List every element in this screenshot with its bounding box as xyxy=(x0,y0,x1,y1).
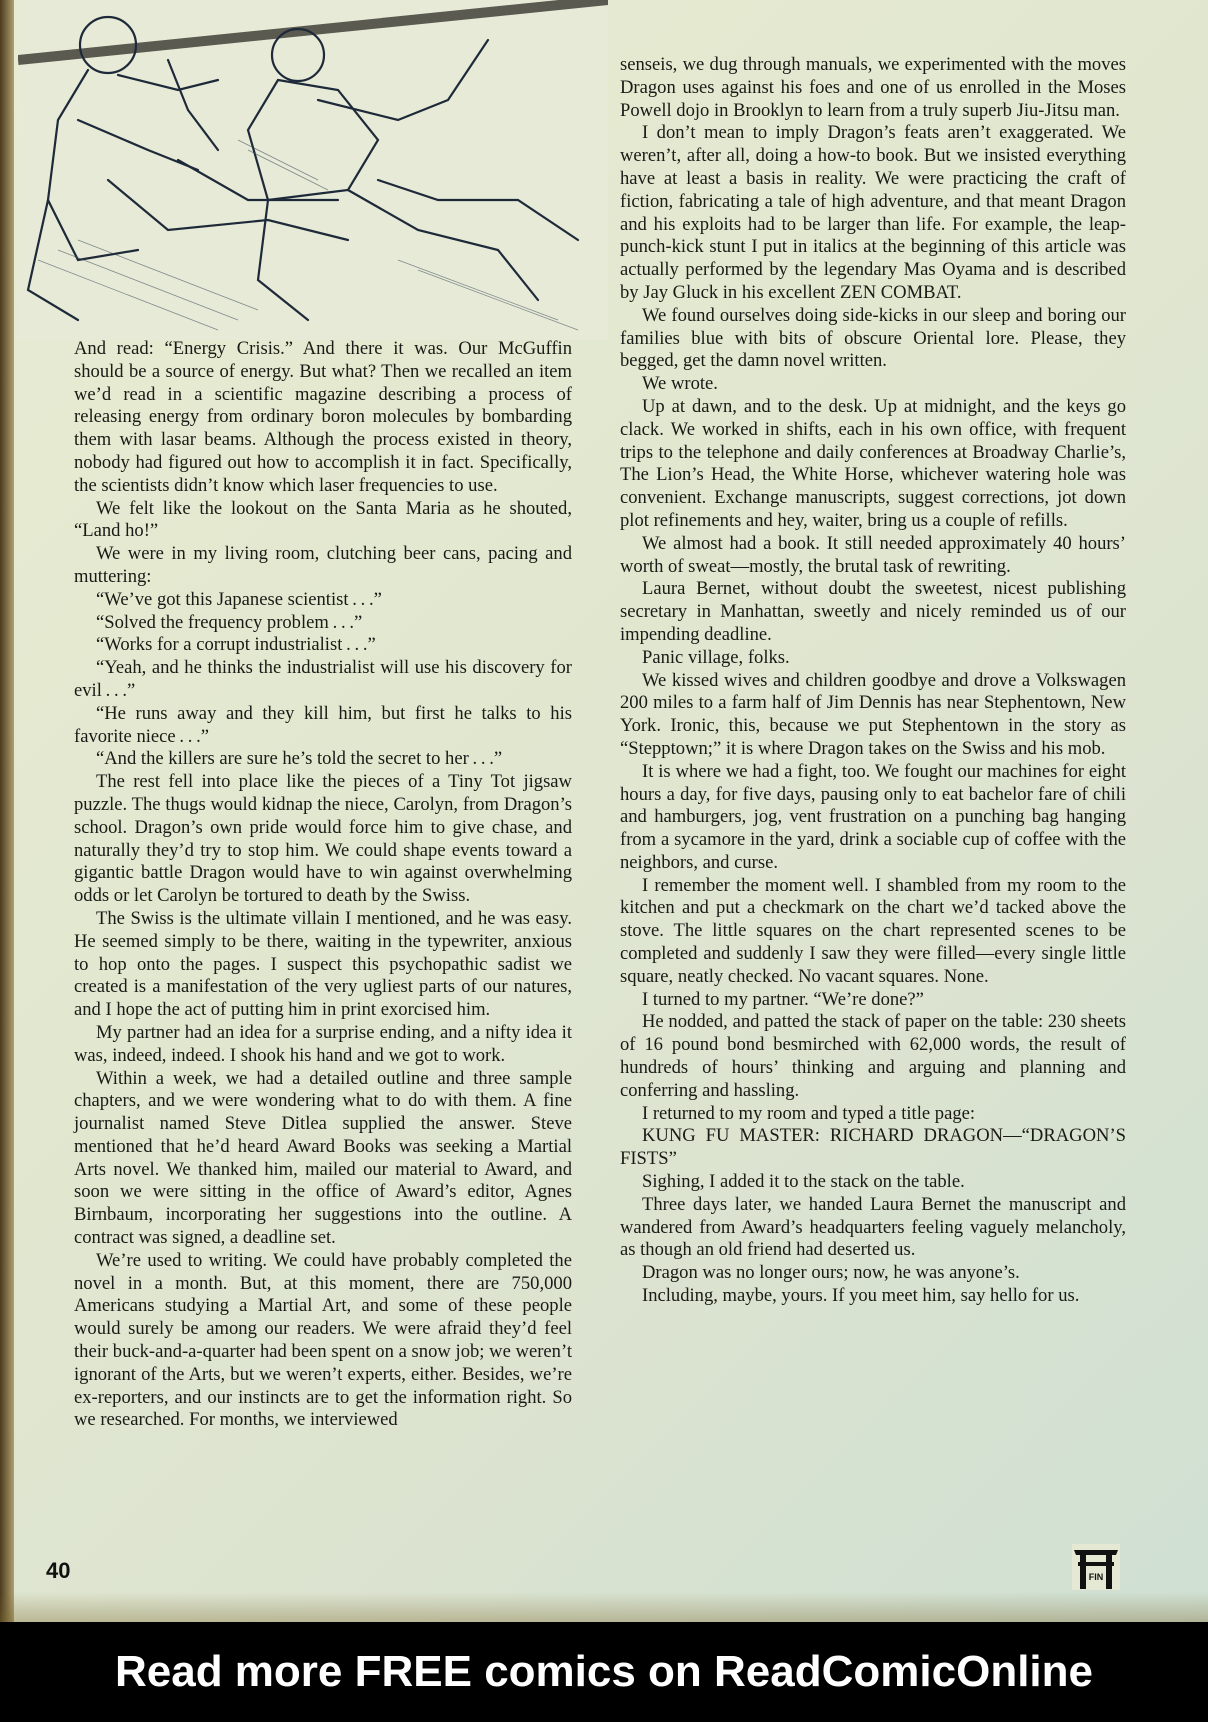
paragraph: Dragon was no longer ours; now, he was anyone’s. xyxy=(642,1262,1020,1284)
paragraph: KUNG FU MASTER: RICHARD DRAGON—“DRAGON’S FISTS” xyxy=(620,1125,1126,1170)
paragraph: It is where we had a fight, too. We fought our machines for eight hours a day, for five days, pausing only to eat bachelor fare of chili and hamburgers, jog, vent frustration on a punching bag hanging from a sycamore in the yard, drink a sociable cup of coffee with the neighbors, and curse. xyxy=(620,760,1126,873)
paragraph: senseis, we dug through manuals, we experimented with the moves Dragon uses against his foes and one of us enrolled in the Moses Powell dojo in Brooklyn to learn from a truly superb Jiu-Jitsu man. xyxy=(620,54,1126,121)
promo-banner-text: Read more FREE comics on ReadComicOnline xyxy=(114,1647,1093,1696)
paragraph: “Works for a corrupt industrialist . . .” xyxy=(96,634,376,656)
promo-banner[interactable] xyxy=(0,1622,1208,1722)
paragraph: We felt like the lookout on the Santa Maria as he shouted, “Land ho!” xyxy=(74,497,572,542)
paragraph: We wrote. xyxy=(642,373,718,395)
paragraph: My partner had an idea for a surprise ending, and a nifty idea it was, indeed, indeed. I shook his hand and we got to work. xyxy=(74,1021,572,1066)
paragraph: We almost had a book. It still needed approximately 40 hours’ worth of sweat—mostly, the brutal task of rewriting. xyxy=(620,532,1126,577)
paragraph: We found ourselves doing side-kicks in our sleep and boring our families blue with bits of obscure Oriental lore. Please, they begged, get the damn novel written. xyxy=(620,304,1126,372)
end-mark-text: FIN xyxy=(1088,1572,1104,1582)
paragraph: I turned to my partner. “We’re done?” xyxy=(642,988,924,1010)
paragraph: We were in my living room, clutching beer cans, pacing and muttering: xyxy=(74,543,572,587)
paragraph: We’re used to writing. We could have probably completed the novel in a month. But, at this moment, there are 750,000 Americans studying a Martial Art, and some of these people would surely be among our readers. We were afraid they’d feel their buck-and-a-quarter had been spent on a snow job; we weren’t ignorant of the Arts, but we weren’t experts, either. Besides, we’re ex-reporters, and our instincts are to get the information right. So we researched. For months, we interviewed xyxy=(74,1249,572,1431)
paragraph: “Solved the frequency problem . . .” xyxy=(96,611,363,633)
fin-end-mark-icon xyxy=(1070,1542,1122,1592)
paragraph: Up at dawn, and to the desk. Up at midnight, and the keys go clack. We worked in shifts, each in his own office, with frequent trips to the telephone and daily conferences at Broadway Charlie’s, The Lion’s Head, the White Horse, whichever watering hole was convenient. Exchange manuscripts, suggest corrections, jot down plot refinements and hey, waiter, bring us a couple of refills. xyxy=(620,395,1126,531)
paragraph: “He runs away and they kill him, but first he talks to his favorite niece . . .” xyxy=(74,702,572,747)
article-left-column xyxy=(74,338,572,1432)
paragraph: “And the killers are sure he’s told the secret to her . . .” xyxy=(96,748,503,770)
paragraph: Sighing, I added it to the stack on the table. xyxy=(642,1171,965,1193)
paragraph: He nodded, and patted the stack of paper on the table: 230 sheets of 16 pound bond besmirched with 62,000 words, the result of hundreds of hours’ thinking and arguing and planning and conferring and hassling. xyxy=(620,1011,1126,1101)
paragraph: The Swiss is the ultimate villain I mentioned, and he was easy. He seemed simply to be there, waiting in the typewriter, anxious to hop onto the pages. I suspect this psychopathic sadist we created is a manifestation of the very ugliest parts of our natures, and I hope the act of putting him in print exorcised him. xyxy=(74,907,572,1021)
paragraph: Within a week, we had a detailed outline and three sample chapters, and we were wondering what to do with them. A fine journalist named Steve Ditlea supplied the answer. Steve mentioned that he’d heard Award Books was seeking a Martial Arts novel. We thanked him, mailed our material to Award, and soon we were sitting in the office of Award’s editor, Agnes Birnbaum, incorporating her suggestions into the outline. A contract was signed, a deadline set. xyxy=(74,1067,572,1249)
paragraph: And read: “Energy Crisis.” And there it was. Our McGuffin should be a source of energy. But what? Then we recalled an item we’d read in a scientific magazine describing a process of releasing energy from ordinary boron molecules by bombarding them with lasar beams. Although the process existed in theory, nobody had figured out how to accomplish it in fact. Specifically, the scientists didn’t know which laser frequencies to use. xyxy=(74,338,572,496)
article-right-column xyxy=(620,54,1126,1308)
page-number: 40 xyxy=(46,1558,71,1583)
paragraph: Three days later, we handed Laura Bernet the manuscript and wandered from Award’s headquarters feeling vaguely melancholy, as though an old friend had deserted us. xyxy=(620,1193,1126,1261)
paragraph: “Yeah, and he thinks the industrialist will use his discovery for evil . . .” xyxy=(74,657,572,701)
paragraph: Laura Bernet, without doubt the sweetest, nicest publishing secretary in Manhattan, sweetly and nicely reminded us of our impending deadline. xyxy=(620,578,1126,645)
paragraph: “We’ve got this Japanese scientist . . .” xyxy=(96,588,382,610)
paragraph: I remember the moment well. I shambled from my room to the kitchen and put a checkmark on the chart we’d tacked above the stove. The little squares on the chart represented scenes to be completed and suddenly I saw they were filled—every single little square, neatly checked. No vacant squares. None. xyxy=(620,874,1126,987)
martial-arts-illustration xyxy=(18,0,608,340)
paragraph: Including, maybe, yours. If you meet him, say hello for us. xyxy=(642,1285,1080,1307)
paragraph: I returned to my room and typed a title page: xyxy=(642,1102,976,1124)
paragraph: The rest fell into place like the pieces of a Tiny Tot jigsaw puzzle. The thugs would kidnap the niece, Carolyn, from Dragon’s school. Dragon’s own pride would force him to give chase, and naturally they’d try to stop him. We could shape events toward a gigantic battle Dragon would have to win against overwhelming odds or let Carolyn be tortured to death by the Swiss. xyxy=(74,771,572,907)
paragraph: I don’t mean to imply Dragon’s feats aren’t exaggerated. We weren’t, after all, doing a how-to book. But we insisted everything have at least a basis in reality. We were practicing the craft of fiction, fabricating a tale of high adventure, and that meant Dragon and his exploits had to be larger than life. For example, the leap-punch-kick stunt I put in italics at the beginning of this article was actually performed by the legendary Mas Oyama and is described by Jay Gluck in his excellent ZEN COMBAT. xyxy=(620,122,1126,303)
paragraph: We kissed wives and children goodbye and drove a Volkswagen 200 miles to a farm half of Jim Dennis has near Stephentown, New York. Ironic, this, because we put Stephentown in the story as “Stepptown;” it is where Dragon takes on the Swiss and his mob. xyxy=(620,669,1126,759)
paragraph: Panic village, folks. xyxy=(642,646,790,668)
